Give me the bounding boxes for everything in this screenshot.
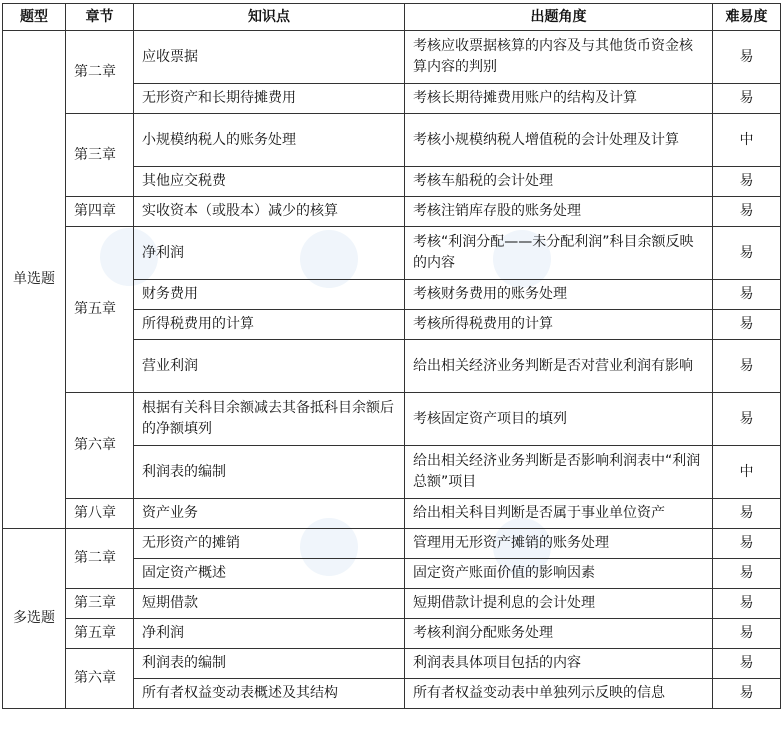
angle-cell: 考核利润分配账务处理 (405, 619, 713, 649)
difficulty-cell: 易 (713, 31, 781, 84)
difficulty-cell: 易 (713, 499, 781, 529)
angle-cell: 考核小规模纳税人增值税的会计处理及计算 (405, 114, 713, 167)
chapter-cell: 第二章 (66, 31, 134, 114)
chapter-cell: 第六章 (66, 649, 134, 709)
table-row (3, 499, 781, 529)
difficulty-cell: 易 (713, 393, 781, 446)
knowledge-point-cell: 应收票据 (134, 31, 405, 84)
difficulty-cell: 中 (713, 446, 781, 499)
angle-cell: 给出相关经济业务判断是否对营业利润有影响 (405, 340, 713, 393)
chapter-cell: 第五章 (66, 619, 134, 649)
knowledge-point-cell: 净利润 (134, 227, 405, 280)
knowledge-point-cell: 无形资产和长期待摊费用 (134, 84, 405, 114)
table-row (3, 649, 781, 679)
difficulty-cell: 易 (713, 559, 781, 589)
difficulty-cell: 易 (713, 310, 781, 340)
angle-cell: 给出相关经济业务判断是否影响利润表中“利润总额”项目 (405, 446, 713, 499)
difficulty-cell: 易 (713, 227, 781, 280)
difficulty-cell: 易 (713, 167, 781, 197)
table-row (3, 31, 781, 84)
difficulty-cell: 易 (713, 197, 781, 227)
difficulty-cell: 易 (713, 340, 781, 393)
angle-cell: 考核“利润分配——未分配利润”科目余额反映的内容 (405, 227, 713, 280)
chapter-cell: 第五章 (66, 227, 134, 393)
knowledge-point-cell: 净利润 (134, 619, 405, 649)
knowledge-point-cell: 营业利润 (134, 340, 405, 393)
difficulty-cell: 易 (713, 589, 781, 619)
angle-cell: 考核应收票据核算的内容及与其他货币资金核算内容的判别 (405, 31, 713, 84)
knowledge-point-cell: 固定资产概述 (134, 559, 405, 589)
header-row (3, 4, 781, 31)
knowledge-point-cell: 小规模纳税人的账务处理 (134, 114, 405, 167)
table-row (3, 393, 781, 446)
knowledge-point-cell: 实收资本（或股本）减少的核算 (134, 197, 405, 227)
table-row (3, 589, 781, 619)
angle-cell: 考核车船税的会计处理 (405, 167, 713, 197)
difficulty-cell: 易 (713, 84, 781, 114)
knowledge-point-cell: 所得税费用的计算 (134, 310, 405, 340)
chapter-cell: 第三章 (66, 114, 134, 197)
chapter-cell: 第六章 (66, 393, 134, 499)
angle-cell: 管理用无形资产摊销的账务处理 (405, 529, 713, 559)
knowledge-point-cell: 利润表的编制 (134, 446, 405, 499)
knowledge-point-cell: 短期借款 (134, 589, 405, 619)
question-analysis-table (2, 3, 781, 709)
difficulty-cell: 易 (713, 679, 781, 709)
difficulty-cell: 中 (713, 114, 781, 167)
angle-cell: 短期借款计提利息的会计处理 (405, 589, 713, 619)
knowledge-point-cell: 无形资产的摊销 (134, 529, 405, 559)
angle-cell: 考核注销库存股的账务处理 (405, 197, 713, 227)
difficulty-cell: 易 (713, 649, 781, 679)
angle-cell: 所有者权益变动表中单独列示反映的信息 (405, 679, 713, 709)
table-row (3, 619, 781, 649)
table-header (3, 4, 781, 31)
table-body (3, 31, 781, 709)
table-row (3, 227, 781, 280)
header-type: 题型 (3, 4, 66, 31)
chapter-cell: 第三章 (66, 589, 134, 619)
chapter-cell: 第四章 (66, 197, 134, 227)
knowledge-point-cell: 资产业务 (134, 499, 405, 529)
header-chapter: 章节 (66, 4, 134, 31)
angle-cell: 考核长期待摊费用账户的结构及计算 (405, 84, 713, 114)
knowledge-point-cell: 利润表的编制 (134, 649, 405, 679)
angle-cell: 考核财务费用的账务处理 (405, 280, 713, 310)
angle-cell: 考核固定资产项目的填列 (405, 393, 713, 446)
question-type-cell: 单选题 (3, 31, 66, 529)
difficulty-cell: 易 (713, 280, 781, 310)
angle-cell: 利润表具体项目包括的内容 (405, 649, 713, 679)
question-type-cell: 多选题 (3, 529, 66, 709)
chapter-cell: 第二章 (66, 529, 134, 589)
header-knowledge-point: 知识点 (134, 4, 405, 31)
header-angle: 出题角度 (405, 4, 713, 31)
angle-cell: 考核所得税费用的计算 (405, 310, 713, 340)
table-row (3, 529, 781, 559)
difficulty-cell: 易 (713, 529, 781, 559)
difficulty-cell: 易 (713, 619, 781, 649)
knowledge-point-cell: 所有者权益变动表概述及其结构 (134, 679, 405, 709)
chapter-cell: 第八章 (66, 499, 134, 529)
table-row (3, 114, 781, 167)
knowledge-point-cell: 其他应交税费 (134, 167, 405, 197)
knowledge-point-cell: 根据有关科目余额减去其备抵科目余额后的净额填列 (134, 393, 405, 446)
knowledge-point-cell: 财务费用 (134, 280, 405, 310)
table-row (3, 197, 781, 227)
angle-cell: 固定资产账面价值的影响因素 (405, 559, 713, 589)
header-difficulty: 难易度 (713, 4, 781, 31)
angle-cell: 给出相关科目判断是否属于事业单位资产 (405, 499, 713, 529)
